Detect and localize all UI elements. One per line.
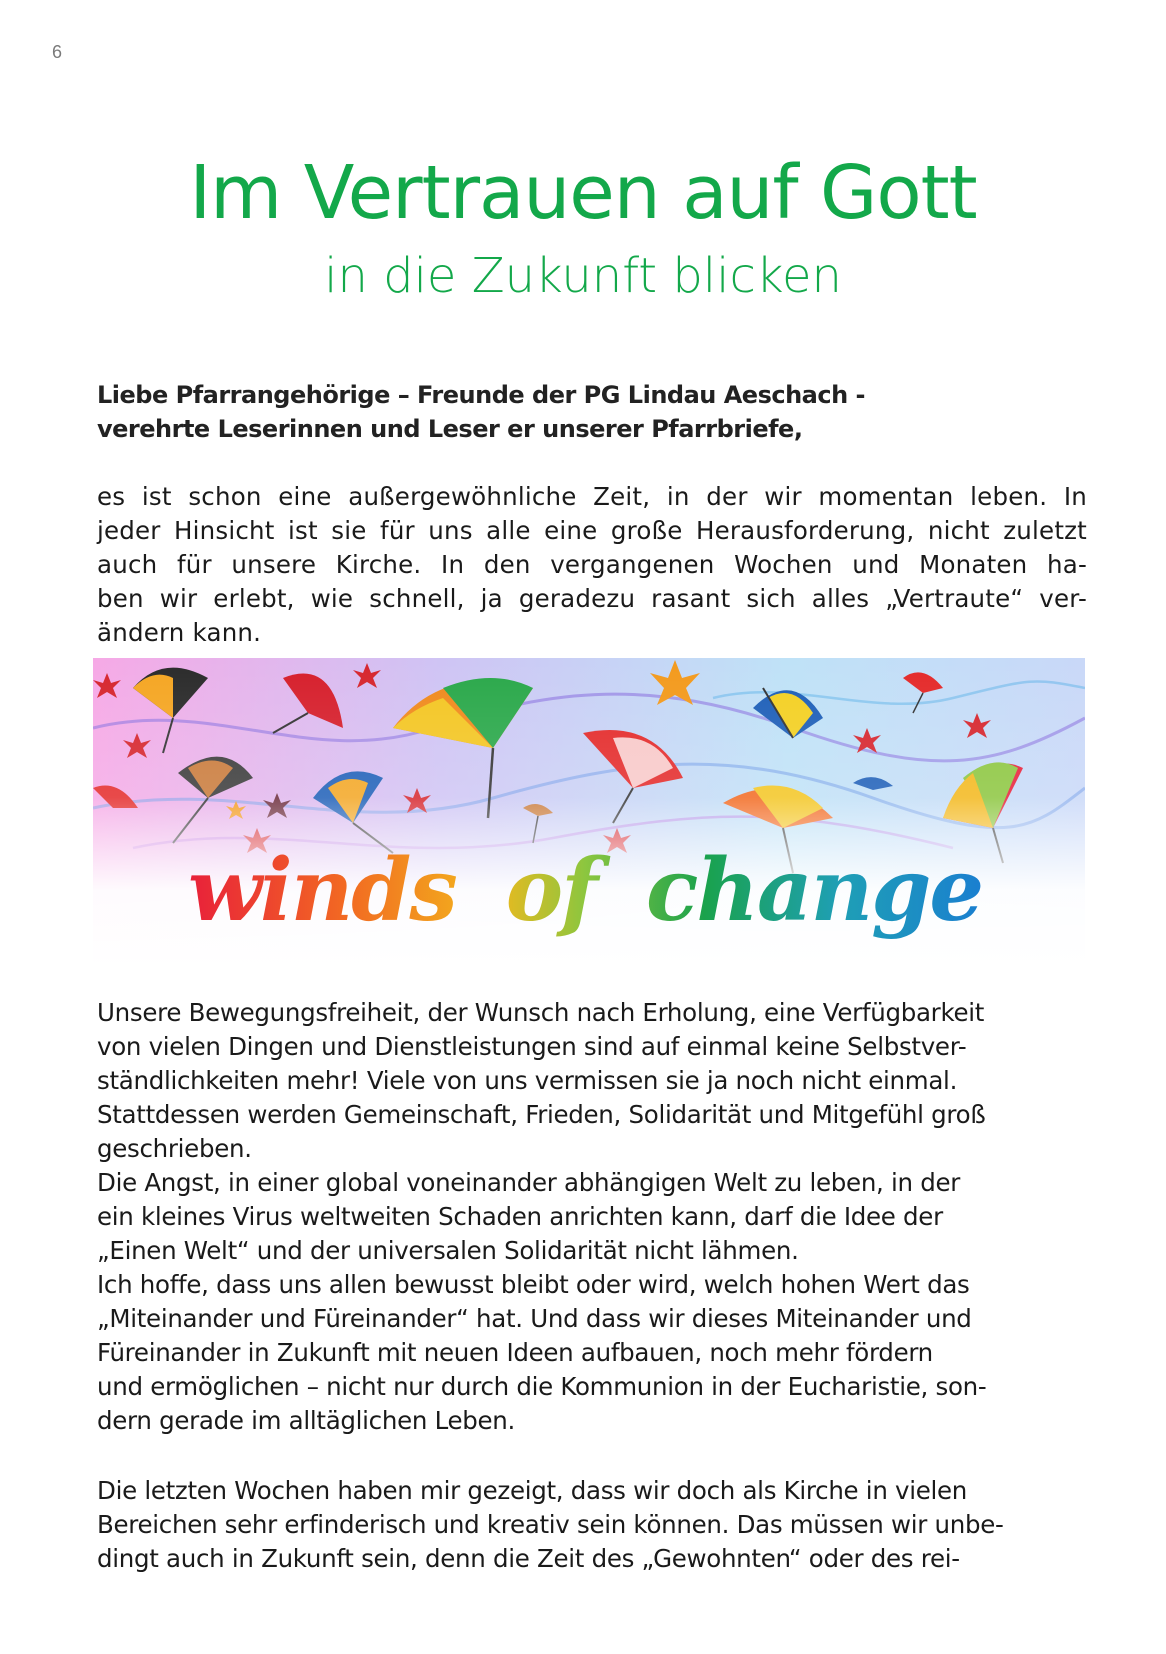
text-line: dern gerade im alltäglichen Leben. <box>97 1406 516 1435</box>
greeting-line: verehrte Leserinnen und Leser er unserer Pfarrbriefe, <box>97 415 803 443</box>
page-title: Im Vertrauen auf Gott <box>189 150 977 236</box>
paragraph-closing <box>97 1474 1087 1576</box>
text-line: Stattdessen werden Gemeinschaft, Frieden, Solidarität und Mitgefühl groß <box>97 1100 986 1129</box>
banner-title <box>188 840 982 941</box>
paragraph-intro <box>97 480 1087 650</box>
greeting <box>97 378 1077 446</box>
text-line: jeder Hinsicht ist sie für uns alle eine große Herausforderung, nicht zuletzt <box>97 516 1087 545</box>
text-line: „Miteinander und Füreinander“ hat. Und dass wir dieses Miteinander und <box>97 1304 972 1333</box>
text-line: Bereichen sehr erfinderisch und kreativ sein können. Das müssen wir unbe- <box>97 1510 1004 1539</box>
text-line: ändern kann. <box>97 618 262 647</box>
banner-word-change: change <box>646 840 983 941</box>
banner-word-winds: winds <box>188 840 456 941</box>
text-line: und ermöglichen – nicht nur durch die Kommunion in der Eucharistie, son- <box>97 1372 987 1401</box>
text-line: Die letzten Wochen haben mir gezeigt, dass wir doch als Kirche in vielen <box>97 1476 968 1505</box>
text-line: „Einen Welt“ und der universalen Solidarität nicht lähmen. <box>97 1236 799 1265</box>
text-line: ben wir erlebt, wie schnell, ja geradezu rasant sich alles „Vertraute“ ver- <box>97 584 1087 613</box>
text-line: geschrieben. <box>97 1134 252 1163</box>
text-line: dingt auch in Zukunft sein, denn die Zeit des „Gewohnten“ oder des rei- <box>97 1544 960 1573</box>
page-number: 6 <box>52 42 63 62</box>
banner-illustration <box>93 658 1085 968</box>
text-line: ständlichkeiten mehr! Viele von uns vermissen sie ja noch nicht einmal. <box>97 1066 958 1095</box>
text-line: es ist schon eine außergewöhnliche Zeit, in der wir momentan leben. In <box>97 482 1087 511</box>
text-line: von vielen Dingen und Dienstleistungen sind auf einmal keine Selbstver- <box>97 1032 967 1061</box>
winds-of-change-banner <box>93 658 1085 968</box>
text-line: Die Angst, in einer global voneinander abhängigen Welt zu leben, in der <box>97 1168 961 1197</box>
paragraph-main <box>97 996 1087 1438</box>
page-subtitle: in die Zukunft blicken <box>324 248 842 304</box>
text-line: auch für unsere Kirche. In den vergangenen Wochen und Monaten ha- <box>97 550 1087 579</box>
greeting-line: Liebe Pfarrangehörige – Freunde der PG Lindau Aeschach - <box>97 381 865 409</box>
text-line: ein kleines Virus weltweiten Schaden anrichten kann, darf die Idee der <box>97 1202 943 1231</box>
text-line: Unsere Bewegungsfreiheit, der Wunsch nach Erholung, eine Verfügbarkeit <box>97 998 985 1027</box>
banner-word-of: of <box>505 840 597 941</box>
text-line: Ich hoffe, dass uns allen bewusst bleibt oder wird, welch hohen Wert das <box>97 1270 970 1299</box>
text-line: Füreinander in Zukunft mit neuen Ideen aufbauen, noch mehr fördern <box>97 1338 933 1367</box>
